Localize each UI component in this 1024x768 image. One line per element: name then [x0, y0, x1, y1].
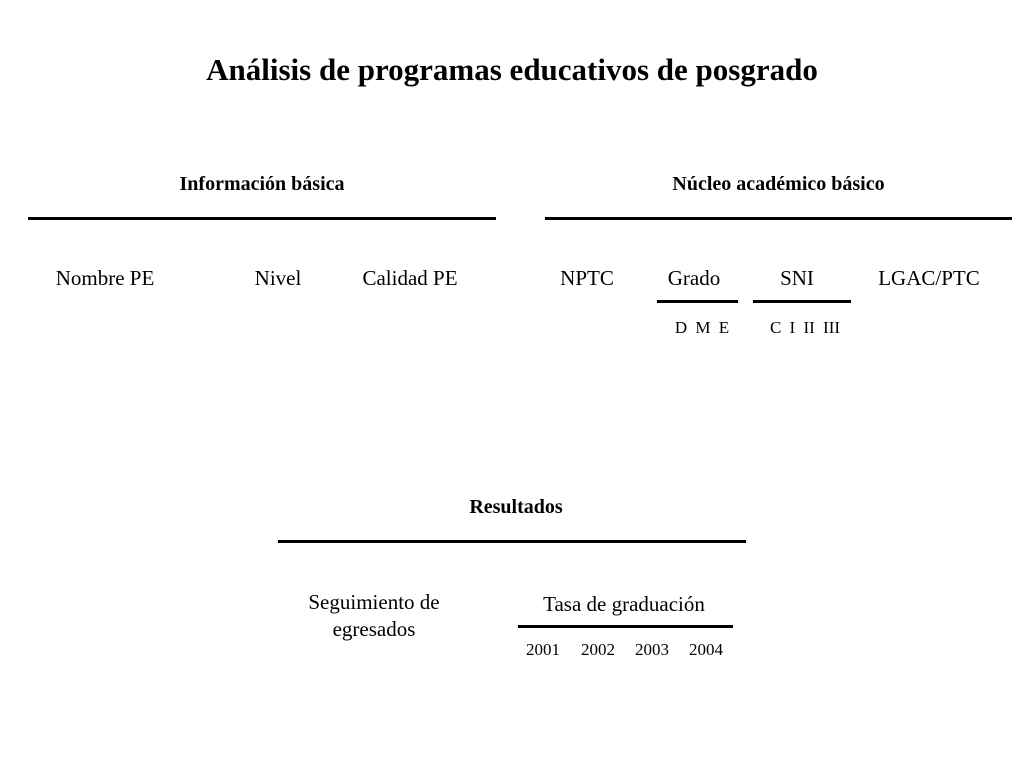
year-label: 2001: [526, 640, 560, 659]
basic-info-heading: Información básica: [179, 173, 345, 195]
grado-subfields: D M E: [674, 318, 730, 337]
grado-rule: [657, 300, 738, 303]
field-nptc: NPTC: [560, 266, 614, 290]
basic-info-rule: [28, 217, 496, 220]
field-calidad-pe: Calidad PE: [362, 266, 458, 290]
sni-subfields: C I II III: [769, 318, 841, 337]
diagram-title: Análisis de programas educativos de posgrado: [206, 52, 818, 87]
field-nivel: Nivel: [254, 266, 302, 290]
field-grado: Grado: [667, 266, 721, 290]
results-rule: [278, 540, 746, 543]
year-label: 2004: [689, 640, 723, 659]
field-followup: Seguimiento de egresados: [308, 590, 440, 641]
sni-rule: [753, 300, 851, 303]
year-label: 2002: [581, 640, 615, 659]
field-sni: SNI: [780, 266, 814, 290]
year-label: 2003: [635, 640, 669, 659]
field-nombre-pe: Nombre PE: [55, 266, 155, 290]
results-heading: Resultados: [469, 496, 563, 518]
field-graduation-rate: Tasa de graduación: [543, 592, 705, 616]
academic-core-rule: [545, 217, 1012, 220]
field-lgac-ptc: LGAC/PTC: [878, 266, 980, 290]
graduation-rate-rule: [518, 625, 733, 628]
academic-core-heading: Núcleo académico básico: [672, 173, 885, 195]
